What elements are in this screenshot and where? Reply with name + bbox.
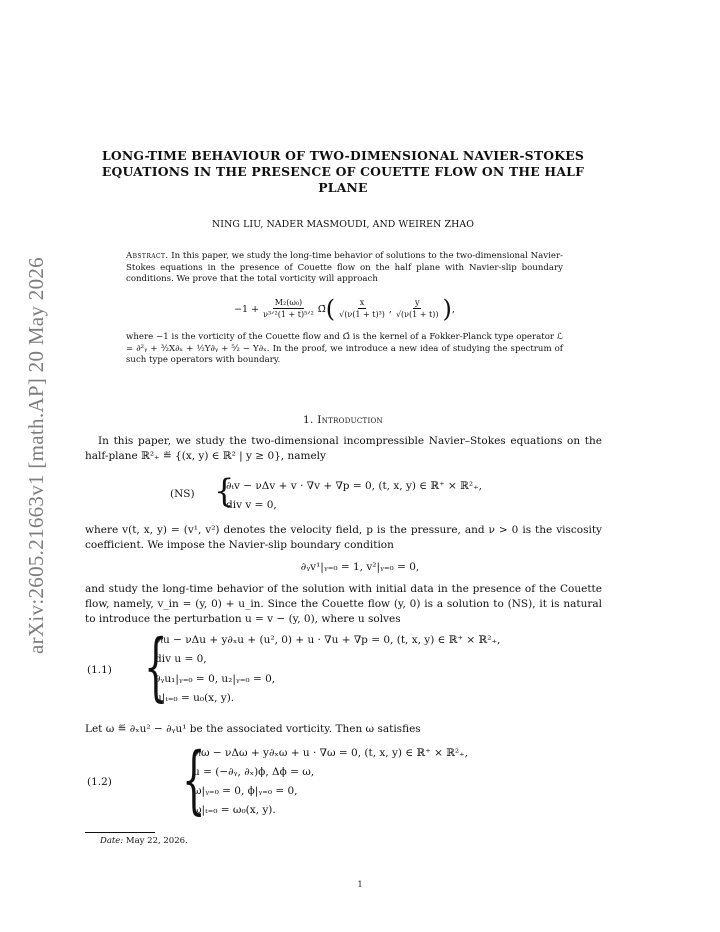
arxiv-identifier-text: arXiv:2605.21663v1 [math.AP] 20 May 2026 (23, 256, 48, 654)
abstract-eq-kernel: Ω̄ (317, 303, 326, 315)
abstract-eq-denominator: ν³ᐟ²(1 + t)⁵ᐟ² (263, 310, 314, 319)
eq12-line: u = (−∂ᵧ, ∂ₓ)ϕ, Δϕ = ω, (193, 766, 315, 778)
paper-title (84, 148, 602, 196)
abstract-continued: where −1 is the vorticity of the Couette flow and Ω̄ is the kernel of a Fokker-Planck type operator ℒ = ∂²ᵧ + ³⁄₂X∂ₓ + ½Y∂ᵧ + ⁵⁄₂ − Y∂ₓ. In the proof, we introduce a new idea of studying the spectrum of such type operators with boundary. (126, 332, 563, 366)
boundary-condition: ∂ᵧv¹|ᵧ₌₀ = 1, v²|ᵧ₌₀ = 0, (300, 561, 420, 573)
abstract-eq-arg1-den: √(ν(1 + t)³) (339, 310, 385, 319)
eq11-line: u|ₜ₌₀ = u₀(x, y). (155, 692, 235, 704)
section-heading: 1. Introduction (303, 414, 383, 426)
abstract-eq-prefix: −1 + (234, 303, 260, 315)
left-brace: { (144, 624, 168, 710)
arxiv-identifier-stamp (16, 240, 56, 670)
equation-1-1-label: (1.1) (87, 664, 112, 676)
title-line: PLANE (318, 180, 368, 195)
left-paren: ( (325, 295, 336, 323)
eq12-line: ω|ᵧ₌₀ = 0, ϕ|ᵧ₌₀ = 0, (193, 785, 298, 797)
abstract-text: In this paper, we study the long-time behavior of solutions to the two-dimensional Navier-Stokes equations in the presence of Couette flow on the half plane with Navier-slip boundary conditions. We prove that the total vorticity will approach (126, 251, 563, 285)
abstract-label: Abstract. (126, 251, 169, 261)
ns-equation-label: (NS) (170, 488, 195, 500)
equation-1-2-label: (1.2) (87, 776, 112, 788)
ns-line: div v = 0, (226, 499, 277, 511)
abstract-eq-arg2-den: √(ν(1 + t)) (395, 310, 439, 319)
intro-paragraph-1: In this paper, we study the two-dimensional incompressible Navier–Stokes equations on the half-plane ℝ²₊ ≝ {(x, y) ∈ ℝ² | y ≥ 0}, namely (85, 435, 602, 462)
footnote-value: May 22, 2026. (125, 836, 188, 846)
eq11-line: ∂ₜu − νΔu + y∂ₓu + (u², 0) + u · ∇u + ∇p = 0, (t, x, y) ∈ ℝ⁺ × ℝ²₊, (155, 634, 501, 646)
eq11-line: ∂ᵧu₁|ᵧ₌₀ = 0, u₂|ᵧ₌₀ = 0, (155, 673, 276, 685)
comma: , (388, 303, 392, 315)
abstract-eq-arg2 (394, 298, 441, 320)
page-number: 1 (357, 880, 363, 889)
left-brace: { (182, 737, 206, 823)
abstract-eq-arg1-num: x (359, 298, 365, 307)
footnote-date (100, 836, 188, 846)
eq12-line: ∂ₜω − νΔω + y∂ₓω + u · ∇ω = 0, (t, x, y) ∈ ℝ⁺ × ℝ²₊, (193, 747, 469, 759)
abstract-eq-suffix: , (451, 303, 455, 315)
right-paren: ) (442, 295, 452, 323)
abstract-eq-fraction (261, 298, 316, 320)
abstract-eq-numerator: M₂(ω₀) (274, 298, 303, 307)
title-line: EQUATIONS IN THE PRESENCE OF COUETTE FLOW ON THE HALF (101, 164, 585, 179)
footnote-divider (85, 832, 155, 833)
intro-paragraph-2: where v(t, x, y) = (v¹, v²) denotes the velocity field, p is the pressure, and ν > 0 is the viscosity coefficient. We impose the Navier-slip boundary condition (85, 524, 602, 551)
eq12-line: ω|ₜ₌₀ = ω₀(x, y). (193, 804, 276, 816)
eq11-line: div u = 0, (155, 653, 207, 665)
ns-line: ∂ₜv − νΔv + v · ∇v + ∇p = 0, (t, x, y) ∈ ℝ⁺ × ℝ²₊, (226, 480, 482, 492)
title-line: LONG-TIME BEHAVIOUR OF TWO-DIMENSIONAL NAVIER-STOKES (102, 148, 584, 163)
intro-paragraph-3: and study the long-time behavior of the solution with initial data in the presence of the Couette flow, namely, v_in = (y, 0) + u_in. Since the Couette flow (y, 0) is a solution to (NS), it is natural to introduce the perturbation u = v − (y, 0), where u solves (85, 583, 602, 625)
left-brace: { (214, 472, 235, 510)
abstract (126, 251, 563, 286)
footnote-label: Date: (100, 836, 124, 846)
author-list: NING LIU, NADER MASMOUDI, AND WEIREN ZHAO (211, 219, 475, 230)
intro-paragraph-4: Let ω ≝ ∂ₓu² − ∂ᵧu¹ be the associated vorticity. Then ω satisfies (85, 723, 421, 735)
abstract-eq-arg1 (337, 298, 387, 320)
abstract-equation (126, 291, 563, 327)
abstract-eq-arg2-num: y (414, 298, 420, 307)
